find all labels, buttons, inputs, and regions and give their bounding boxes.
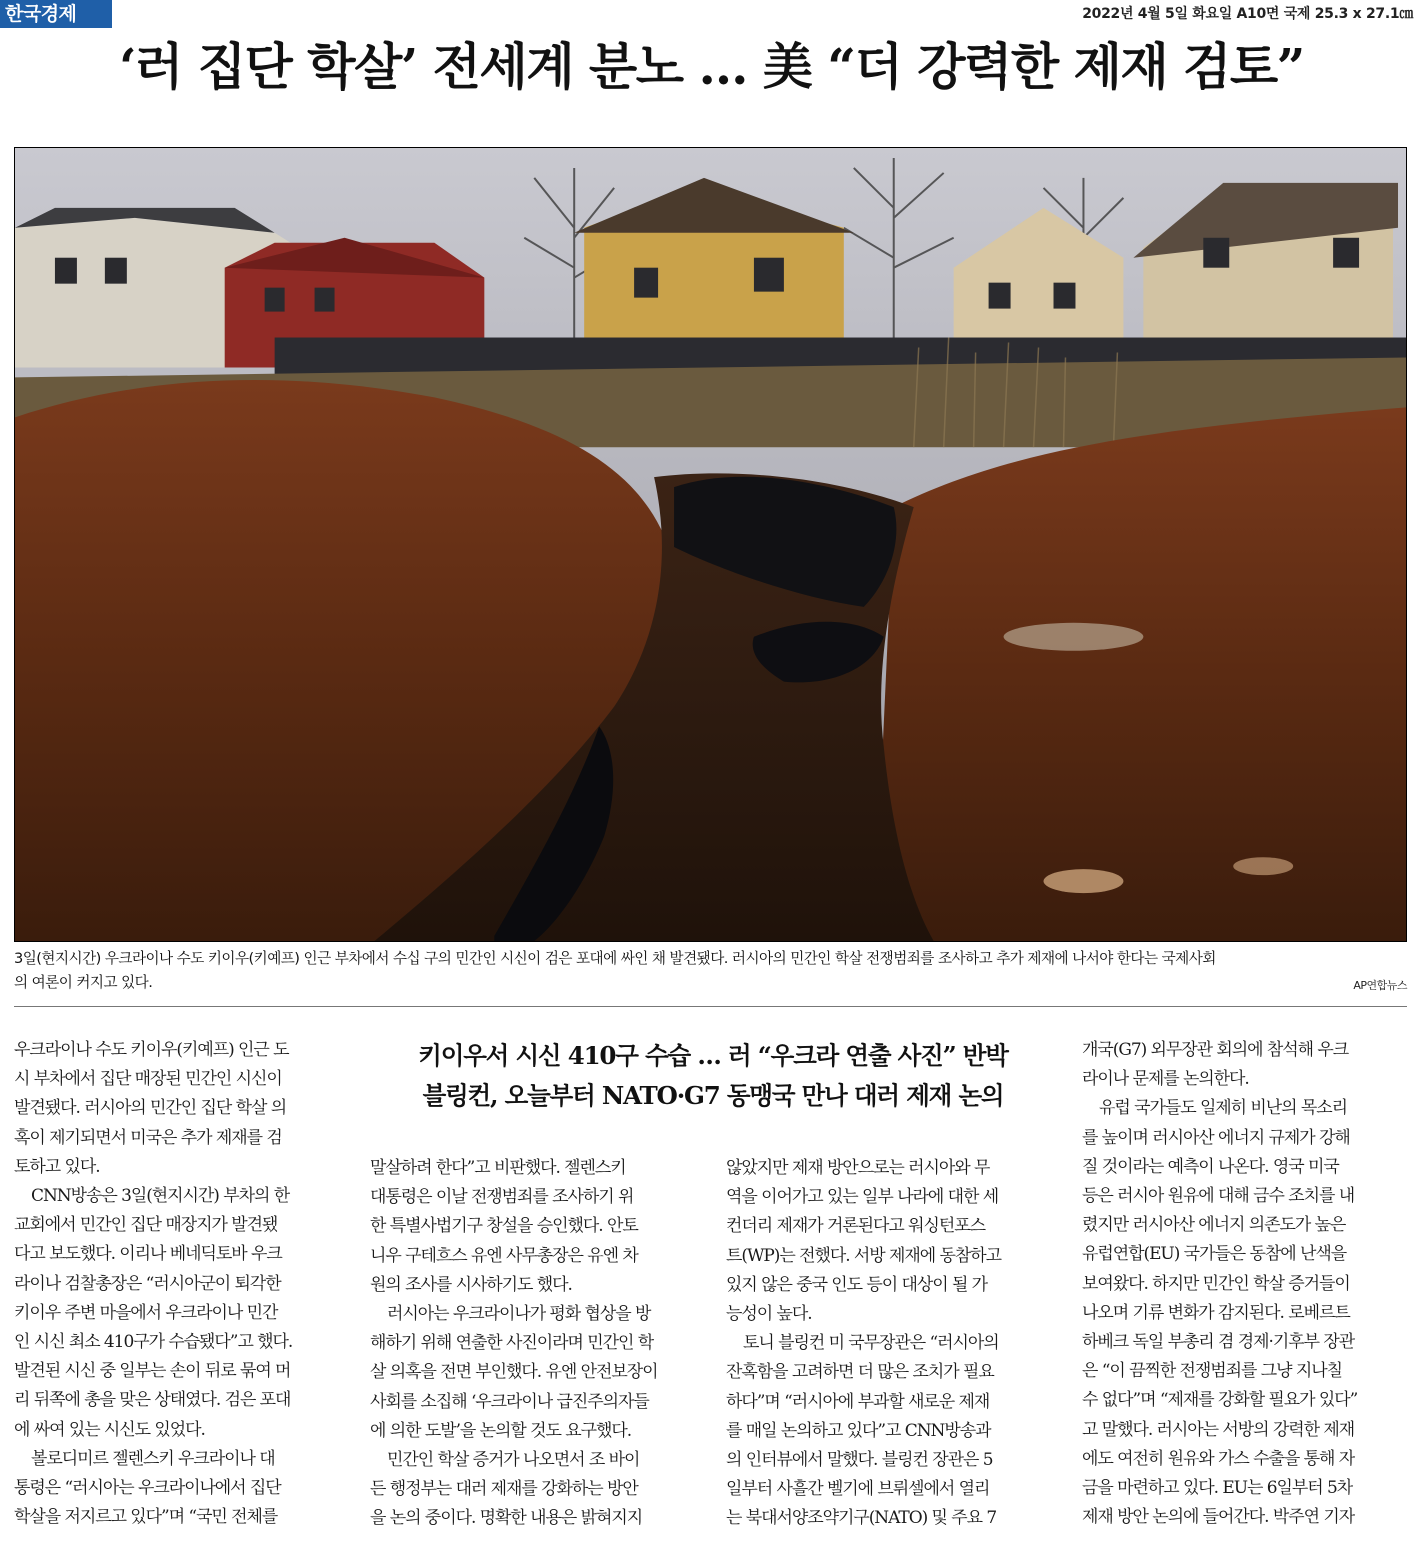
article-line: 능성이 높다. xyxy=(726,1304,812,1325)
article-line: 해하기 위해 연출한 사진이라며 민간인 학 xyxy=(370,1333,654,1354)
article-line: 대통령은 이날 전쟁범죄를 조사하기 위 xyxy=(370,1187,634,1208)
article-line: 하다”며 “러시아에 부과할 새로운 제재 xyxy=(726,1391,990,1412)
article-line: 우크라이나 수도 키이우(키예프) 인근 도 xyxy=(14,1040,289,1060)
article-line: 다고 보도했다. 이리나 베네딕토바 우크 xyxy=(14,1244,282,1265)
article-line: 를 매일 논의하고 있다”고 CNN방송과 xyxy=(726,1420,991,1441)
article-line: 든 행정부는 대러 제재를 강화하는 방안 xyxy=(370,1479,638,1500)
subheadline-line: 블링컨, 오늘부터 NATO·G7 동맹국 만나 대러 제재 논의 xyxy=(422,1081,1004,1110)
news-photo-image xyxy=(15,148,1406,941)
photo-caption-line: 3일(현지시간) 우크라이나 수도 키이우(키예프) 인근 부차에서 수십 구의 민간인 시신이 검은 포대에 싸인 채 발견됐다. 러시아의 민간인 학살 전쟁범죄를 조사하고 추가 제재에 나서야 한다는 국제사회 xyxy=(14,950,1216,967)
article-line: 통령은 “러시아는 우크라이나에서 집단 xyxy=(14,1478,281,1499)
article-line: 를 높이며 러시아산 에너지 규제가 강해 xyxy=(1082,1127,1350,1148)
photo-caption xyxy=(14,947,1407,995)
article-column-4 xyxy=(1082,1036,1412,1532)
article-line: 라이나 문제를 논의한다. xyxy=(1082,1069,1249,1090)
article-line: 토니 블링컨 미 국무장관은 “러시아의 xyxy=(743,1333,999,1354)
article-line: 에 싸여 있는 시신도 있었다. xyxy=(14,1419,205,1440)
article-line: 발견됐다. 러시아의 민간인 집단 학살 의 xyxy=(14,1098,287,1119)
article-line: 살 의혹을 전면 부인했다. 유엔 안전보장이 xyxy=(370,1362,658,1383)
article-line: 말살하려 한다”고 비판했다. 젤렌스키 xyxy=(370,1158,626,1178)
article-line: 한 특별사법기구 창설을 승인했다. 안토 xyxy=(370,1216,638,1237)
headline: ‘러 집단 학살’ 전세계 분노 … 美 “더 강력한 제재 검토” xyxy=(119,37,1304,96)
newspaper-logo: 한국경제 xyxy=(0,0,112,28)
photo-caption-line: 의 여론이 커지고 있다. xyxy=(14,974,153,991)
article-line: 민간인 학살 증거가 나오면서 조 바이 xyxy=(387,1450,640,1471)
article-line: 혹이 제기되면서 미국은 추가 제재를 검 xyxy=(14,1127,282,1148)
article-line: 시 부차에서 집단 매장된 민간인 시신이 xyxy=(14,1069,282,1090)
subheadline-line: 키이우서 시신 410구 수습 … 러 “우크라 연출 사진” 반박 xyxy=(418,1041,1008,1070)
news-photo xyxy=(14,147,1407,942)
article-line: 인 시신 최소 410구가 수습됐다”고 했다. xyxy=(14,1332,293,1353)
divider xyxy=(14,1006,1407,1007)
article-column-1 xyxy=(14,1036,344,1532)
article-line: 에 의한 도발’을 논의할 것도 요구했다. xyxy=(370,1420,632,1441)
article-line: 않았지만 제재 방안으로는 러시아와 무 xyxy=(726,1158,990,1178)
article-line: 의 인터뷰에서 말했다. 블링컨 장관은 5 xyxy=(726,1450,993,1471)
article-line: 컨더리 제재가 거론된다고 워싱턴포스 xyxy=(726,1216,986,1237)
article-line: 은 “이 끔찍한 전쟁범죄를 그냥 지나칠 xyxy=(1082,1361,1342,1382)
article-line: 수 없다”며 “제재를 강화할 필요가 있다” xyxy=(1082,1390,1358,1411)
article-line: 교회에서 민간인 집단 매장지가 발견됐 xyxy=(14,1215,278,1236)
article-line: 렸지만 러시아산 에너지 의존도가 높은 xyxy=(1082,1215,1346,1236)
issue-info: 2022년 4월 5일 화요일 A10면 국제 25.3 x 27.1㎝ xyxy=(1082,6,1413,22)
article-line: 라이나 검찰총장은 “러시아군이 퇴각한 xyxy=(14,1273,281,1294)
article-line: 잔혹함을 고려하면 더 많은 조치가 필요 xyxy=(726,1362,994,1383)
article-line: 개국(G7) 외무장관 회의에 참석해 우크 xyxy=(1082,1040,1349,1060)
article-line: 볼로디미르 젤렌스키 우크라이나 대 xyxy=(31,1448,275,1469)
article-line: 키이우 주변 마을에서 우크라이나 민간 xyxy=(14,1302,278,1323)
article-line: 을 논의 중이다. 명확한 내용은 밝혀지지 xyxy=(370,1508,643,1529)
article-line: 리 뒤쪽에 총을 맞은 상태였다. 검은 포대 xyxy=(14,1390,291,1411)
subheadline xyxy=(370,1036,1056,1116)
article-line: 에도 여전히 원유와 가스 수출을 통해 자 xyxy=(1082,1448,1355,1469)
article-column-3 xyxy=(726,1154,1056,1534)
article-line: 고 말했다. 러시아는 서방의 강력한 제재 xyxy=(1082,1419,1355,1440)
article-column-2 xyxy=(370,1154,700,1534)
article-line: 발견된 시신 중 일부는 손이 뒤로 묶여 머 xyxy=(14,1361,291,1382)
article-line: 트(WP)는 전했다. 서방 제재에 동참하고 xyxy=(726,1245,1001,1266)
article-line: 유럽 국가들도 일제히 비난의 목소리 xyxy=(1099,1098,1347,1119)
article-line: 학살을 저지르고 있다”며 “국민 전체를 xyxy=(14,1507,278,1528)
article-line: 있지 않은 중국 인도 등이 대상이 될 가 xyxy=(726,1274,988,1295)
article-line: 등은 러시아 원유에 대해 금수 조치를 내 xyxy=(1082,1186,1355,1207)
article-line: 러시아는 우크라이나가 평화 협상을 방 xyxy=(387,1304,651,1325)
article-line: 원의 조사를 시사하기도 했다. xyxy=(370,1274,572,1295)
article-line: 일부터 사흘간 벨기에 브뤼셀에서 열리 xyxy=(726,1479,990,1500)
photo-credit: AP연합뉴스 xyxy=(1353,979,1407,992)
article-line: 제재 방안 논의에 들어간다. 박주연 기자 xyxy=(1082,1507,1355,1528)
article-line: 질 것이라는 예측이 나온다. 영국 미국 xyxy=(1082,1156,1339,1177)
article-line: 토하고 있다. xyxy=(14,1156,100,1177)
article-line: 역을 이어가고 있는 일부 나라에 대한 세 xyxy=(726,1187,999,1208)
article-line: 니우 구테흐스 유엔 사무총장은 유엔 차 xyxy=(370,1245,638,1266)
article-line: 나오며 기류 변화가 감지된다. 로베르트 xyxy=(1082,1302,1350,1323)
article-line: CNN방송은 3일(현지시간) 부차의 한 xyxy=(31,1186,290,1207)
article-line: 보여왔다. 하지만 민간인 학살 증거들이 xyxy=(1082,1273,1350,1294)
article-line: 사회를 소집해 ‘우크라이나 급진주의자들 xyxy=(370,1391,649,1412)
article-line: 는 북대서양조약기구(NATO) 및 주요 7 xyxy=(726,1508,997,1529)
article-line: 금을 마련하고 있다. EU는 6일부터 5차 xyxy=(1082,1478,1353,1499)
article-line: 하베크 독일 부총리 겸 경제·기후부 장관 xyxy=(1082,1332,1355,1353)
masthead xyxy=(0,0,1423,28)
article-line: 유럽연합(EU) 국가들은 동참에 난색을 xyxy=(1082,1244,1347,1265)
